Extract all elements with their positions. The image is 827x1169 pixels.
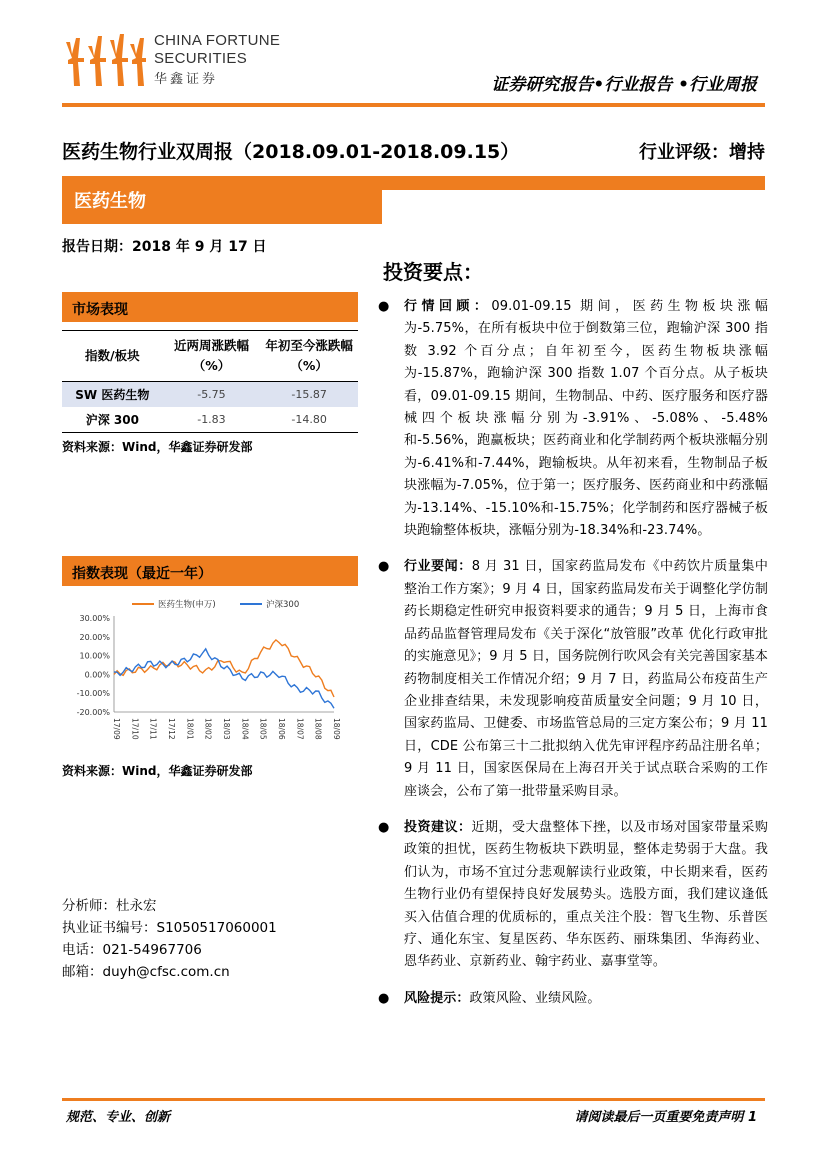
x-tick-label: 17/10 <box>130 718 140 740</box>
report-date: 报告日期：2018 年 9 月 17 日 <box>62 239 267 255</box>
point-label: 行业要闻： <box>404 559 472 575</box>
analyst-email[interactable]: 邮箱：duyh@cfsc.com.cn <box>62 964 230 980</box>
header-divider <box>62 103 765 107</box>
legend-label: 医药生物(申万) <box>158 600 216 610</box>
investment-points <box>376 296 768 1018</box>
table-row <box>62 407 358 433</box>
market-source: 资料来源：Wind，华鑫证券研发部 <box>62 440 253 454</box>
table-header-row <box>62 331 358 382</box>
market-performance-table <box>62 330 358 433</box>
analyst-phone: 电话：021-54967706 <box>62 942 202 958</box>
bullet-icon: ● <box>378 559 390 575</box>
y-tick-label: -20.00% <box>76 708 110 717</box>
table-cell: SW 医药生物 <box>62 382 163 408</box>
list-item <box>376 296 768 542</box>
x-tick-label: 18/09 <box>332 718 341 740</box>
footer-divider <box>62 1098 765 1101</box>
x-tick-label: 18/02 <box>203 718 213 740</box>
list-item <box>376 988 768 1010</box>
table-cell: -1.83 <box>163 407 261 433</box>
x-tick-label: 17/11 <box>148 718 158 740</box>
point-text: 近期，受大盘整体下挫，以及市场对国家带量采购政策的担忧，医药生物板块下跌明显，整体走势弱于大盘。我们认为，市场不宜过分悲观解读行业政策，中长期来看，医药生物行业仍有望保持良好发展势头。选股方面，我们建议逢低买入估值合理的优质标的，重点关注个股：智飞生物、乐普医疗、通化东宝、复星医药、华东医药、丽珠集团、华海药业、恩华药业、京新药业、翰宇药业、嘉事堂等。 <box>404 819 768 970</box>
legend-label: 沪深300 <box>266 600 300 610</box>
logo-name-en-line1: CHINA FORTUNE <box>154 32 281 49</box>
x-tick-label: 18/05 <box>258 718 268 740</box>
table-cell: 沪深 300 <box>62 407 163 433</box>
report-category: 证券研究报告•行业报告 •行业周报 <box>491 75 757 95</box>
bullet-icon: ● <box>378 299 390 314</box>
logo-name-en-line2: SECURITIES <box>154 50 248 67</box>
bullet-icon: ● <box>378 990 390 1006</box>
logo-mark-icon <box>62 28 148 88</box>
y-tick-label: 10.00% <box>79 651 110 661</box>
x-tick-label: 18/07 <box>295 718 305 740</box>
point-text: 8 月 31 日，国家药监局发布《中药饮片质量集中整治工作方案》；9 月 4 日，国家药监局发布关于调整化学仿制药长期稳定性研究申报资料要求的通告；9 月 5 日，上海市食品药品监督管理局发布《关于深化“放管服”改革 优化行政审批的实施意见》；9 月 5 日，国务院例行吹风会有关完善国家基本药物制度相关工作情况介绍；9 月 7 日，药监局公布疫苗生产企业排查结果，未发现影响疫苗质量安全问题；9 月 10 日，国家药监局、卫健委、市场监管总局的三定方案公布；9 月 11 日，CDE 公布第三十二批拟纳入优先审评程序药品注册名单；9 月 11 日，国家医保局在上海召开关于试点联合采购的工作座谈会，公布了第一批带量采购目录。 <box>404 559 768 799</box>
industry-rating: 行业评级：增持 <box>639 142 765 163</box>
point-label: 风险提示： <box>404 990 470 1006</box>
y-tick-label: 0.00% <box>84 670 110 680</box>
x-tick-label: 17/09 <box>112 718 121 740</box>
point-label: 投资建议： <box>404 819 472 835</box>
x-tick-label: 18/04 <box>240 718 250 740</box>
analyst-info <box>62 895 277 983</box>
company-logo <box>62 28 292 90</box>
y-tick-label: 20.00% <box>79 632 110 642</box>
table-row <box>62 382 358 408</box>
bullet-icon: ● <box>378 819 390 835</box>
series-line <box>114 649 334 708</box>
index-performance-chart <box>62 592 358 754</box>
x-tick-label: 18/06 <box>277 718 286 740</box>
x-tick-label: 17/12 <box>167 718 176 740</box>
list-item <box>376 556 768 802</box>
table-header: 年初至今涨跌幅（%） <box>260 331 358 382</box>
point-text: 政策风险、业绩风险。 <box>469 990 601 1006</box>
chart-source: 资料来源：Wind，华鑫证券研发部 <box>62 764 253 778</box>
table-header: 指数/板块 <box>62 331 163 382</box>
footer-disclaimer: 请阅读最后一页重要免责声明 1 <box>574 1110 757 1125</box>
sector-tab: 医药生物 <box>62 176 382 224</box>
market-performance-heading: 市场表现 <box>62 292 358 322</box>
report-title: 医药生物行业双周报（2018.09.01-2018.09.15） <box>62 141 520 163</box>
table-cell: -5.75 <box>163 382 261 408</box>
x-tick-label: 18/03 <box>222 718 231 740</box>
logo-name-en <box>154 32 280 68</box>
analyst-cert: 执业证书编号：S1050517060001 <box>62 920 277 936</box>
footer-slogan: 规范、专业、创新 <box>66 1110 171 1125</box>
analyst-name: 分析师：杜永宏 <box>62 898 157 914</box>
point-label: 行情回顾： <box>404 299 492 314</box>
investment-highlights-heading: 投资要点： <box>383 260 483 284</box>
list-item <box>376 817 768 974</box>
y-tick-label: -10.00% <box>76 689 110 699</box>
y-tick-label: 30.00% <box>79 614 110 623</box>
table-cell: -14.80 <box>260 407 358 433</box>
table-cell: -15.87 <box>260 382 358 408</box>
table-header: 近两周涨跌幅（%） <box>163 331 261 382</box>
x-tick-label: 18/01 <box>185 718 195 740</box>
x-tick-label: 18/08 <box>313 718 323 740</box>
point-text: 09.01-09.15 期间，医药生物板块涨幅为-5.75%，在所有板块中位于倒数第三位，跑输沪深 300 指数 3.92 个百分点；自年初至今，医药生物板块涨幅为-15.87%，跑输沪深 300 指数 1.07 个百分点。从子板块看，09.01-09.15 期间，生物制品、中药、医疗服务和医疗器械四个板块涨幅分别为-3.91%、-5.08%、-5.48%和-5.56%，跑赢板块；医药商业和化学制药两个板块涨幅分别为-6.41%和-7.44%，跑输板块。从年初来看，生物制品子板块涨幅为-7.05%，位于第一；医疗服务、医药商业和中药涨幅为-13.14%、-15.10%和-15.75%；化学制药和医疗器械子板块跑输整体板块，涨幅分别为-18.34%和-23.74%。 <box>404 299 768 539</box>
logo-name-cn: 华鑫证券 <box>154 72 219 87</box>
index-chart-heading: 指数表现（最近一年） <box>62 556 358 586</box>
